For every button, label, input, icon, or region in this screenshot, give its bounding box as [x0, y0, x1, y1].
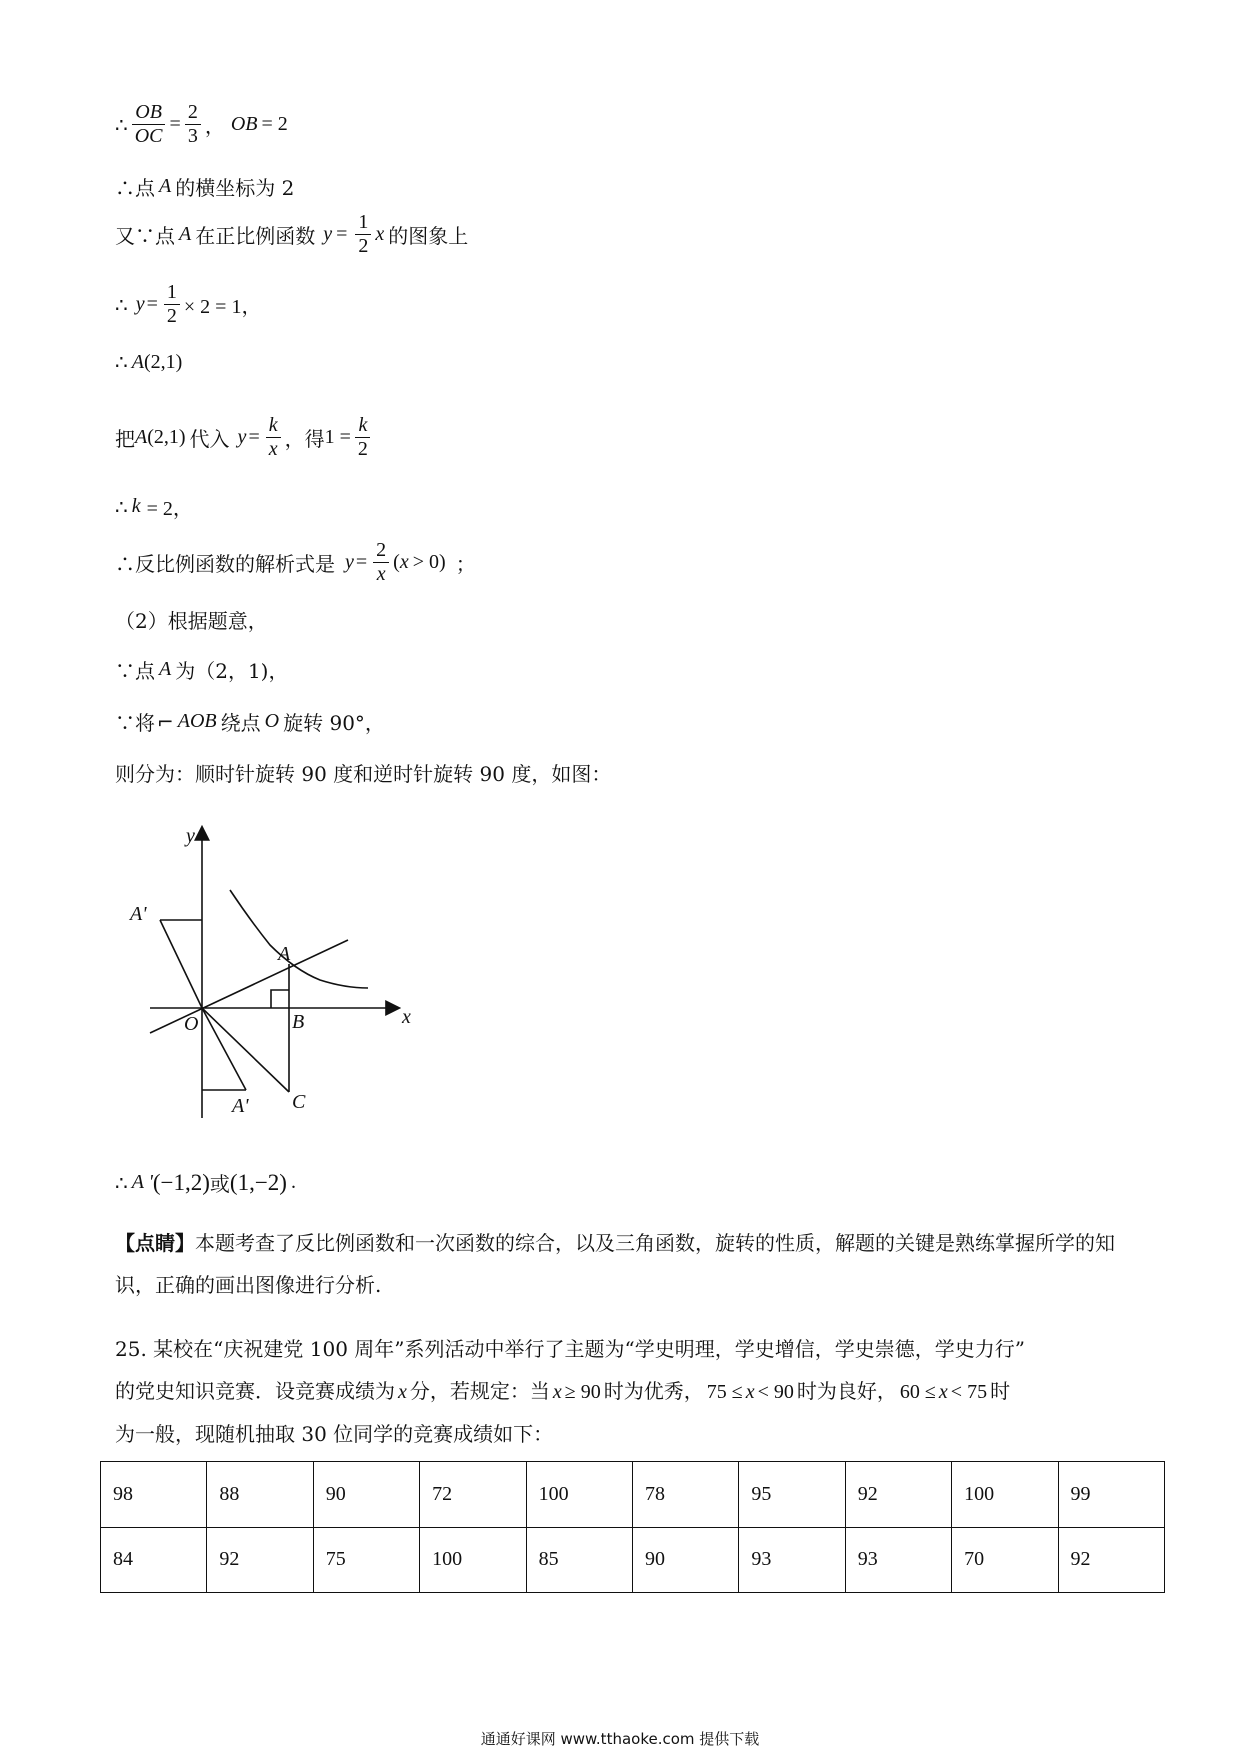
fraction-ob-oc: [132, 102, 166, 147]
scores-table: [100, 1461, 1165, 1593]
text: < 90: [757, 1381, 794, 1403]
text: 时: [990, 1379, 1011, 1403]
var-y: y: [135, 293, 145, 315]
fraction-denominator: 2: [166, 305, 177, 327]
problem-25: [115, 1328, 1145, 1455]
fraction-denominator: 2: [358, 235, 369, 257]
problem-25-line-2: [115, 1370, 1145, 1413]
label-x: x: [402, 1006, 411, 1028]
rotation-figure: [120, 820, 420, 1130]
text: 把: [115, 427, 135, 451]
coords-a-prime-1: (−1,2): [152, 1169, 210, 1195]
point-a-symbol: A: [179, 223, 192, 245]
table-cell: 78: [632, 1462, 738, 1528]
triangle-symbol: ⌐: [157, 709, 174, 734]
label-a: A: [278, 943, 291, 965]
triangle-aob: AOB: [177, 710, 217, 732]
point-a-symbol: A: [159, 175, 172, 197]
var-y: y: [323, 223, 333, 245]
equals: =: [169, 113, 181, 135]
var-x: x: [375, 223, 385, 245]
text: 的党史知识竞赛．设竞赛成绩为: [115, 1379, 395, 1403]
fraction-one-half: [355, 212, 371, 257]
text: = 2，: [146, 498, 193, 520]
table-cell: 93: [845, 1527, 951, 1593]
fraction-k-over-2: [355, 415, 371, 460]
ob-symbol: OB: [230, 113, 258, 135]
therefore-symbol: ∴: [115, 1170, 128, 1195]
text: ∴点: [115, 176, 155, 200]
text: 60 ≤: [899, 1381, 936, 1403]
line-part-2: [115, 605, 268, 634]
fraction-two-thirds: [185, 102, 201, 147]
hyperbola-curve: [230, 890, 368, 988]
line-rotation-cases: [115, 758, 611, 787]
fraction-numerator: 1: [164, 282, 180, 305]
therefore-symbol: ∴: [115, 292, 128, 317]
text: 绕点: [220, 711, 261, 735]
text: 旋转 90°，: [283, 711, 385, 735]
table-cell: 92: [1058, 1527, 1164, 1593]
table-cell: 72: [420, 1462, 526, 1528]
text: × 2 = 1，: [183, 296, 262, 318]
var-x: x: [398, 1381, 407, 1403]
fraction-numerator: 2: [373, 540, 389, 563]
table-cell: 100: [526, 1462, 632, 1528]
text: 1 =: [324, 426, 351, 448]
text: > 0): [412, 551, 446, 573]
point-a-coords: (2,1): [147, 426, 186, 448]
fraction-denominator: 3: [187, 125, 198, 147]
text: 75 ≤: [706, 1381, 743, 1403]
page-footer: 通通好课网 www.tthaoke.com 提供下载: [480, 1730, 760, 1748]
therefore-symbol: ∴: [115, 350, 128, 374]
fraction-denominator: x: [268, 438, 278, 460]
label-y: y: [186, 825, 195, 847]
var-k: k: [131, 495, 141, 517]
table-row: [101, 1462, 1165, 1528]
proportional-line: [150, 940, 348, 1033]
table-cell: 85: [526, 1527, 632, 1593]
label-a-prime-upper: A': [130, 903, 147, 925]
comment-tag: 【点睛】: [115, 1231, 195, 1255]
point-a-prime-symbol: A ': [131, 1171, 153, 1193]
text: ∵点: [115, 659, 155, 683]
table-cell: 88: [207, 1462, 313, 1528]
table-cell: 75: [313, 1527, 419, 1593]
segment-a1-o: [160, 920, 202, 1008]
line-ob-oc-ratio: [115, 102, 288, 147]
point-a-symbol: A: [159, 658, 172, 680]
line-substitute-k: [115, 415, 375, 460]
equals: =: [248, 426, 260, 448]
var-y: y: [345, 551, 354, 573]
fraction-denominator: x: [376, 563, 386, 585]
table-cell: 92: [845, 1462, 951, 1528]
fraction-denominator: OC: [134, 125, 163, 147]
fraction-numerator: k: [266, 415, 281, 438]
fraction-k-over-x: [266, 415, 281, 460]
line-k-value: [115, 492, 193, 521]
label-b: B: [292, 1011, 305, 1033]
therefore-symbol: ∴: [115, 494, 128, 519]
equals: =: [146, 293, 158, 315]
right-angle-mark: [271, 990, 289, 1008]
table-cell: 90: [632, 1527, 738, 1593]
point-a-coords: (2,1): [143, 350, 183, 373]
var-x: x: [552, 1381, 562, 1403]
problem-25-line-3: 为一般，现随机抽取 30 位同学的竞赛成绩如下：: [115, 1422, 554, 1446]
line-rotate: [115, 707, 385, 736]
table-cell: 100: [952, 1462, 1058, 1528]
problem-25-line-1: 25. 某校在“庆祝建党 100 周年”系列活动中举行了主题为“学史明理，学史增信，学史崇德，学史力行”: [115, 1337, 1025, 1361]
text: (: [393, 551, 400, 573]
table-cell: 95: [739, 1462, 845, 1528]
table-cell: 93: [739, 1527, 845, 1593]
point-o-symbol: O: [264, 710, 280, 732]
label-a-prime-lower: A': [232, 1095, 249, 1117]
text: .: [290, 1171, 296, 1193]
coords-a-prime-2: (1,−2): [229, 1169, 287, 1195]
label-c: C: [292, 1091, 306, 1113]
segment-oc: [202, 1008, 289, 1092]
line-inverse-function: [115, 540, 476, 585]
therefore-symbol: ∴: [115, 112, 128, 137]
line-a-on-proportional: [115, 212, 468, 257]
line-a-abscissa: [115, 172, 294, 201]
line-point-a-given: [115, 655, 288, 684]
text: 在正比例函数: [195, 224, 316, 248]
comment-text: 本题考查了反比例函数和一次函数的综合，以及三角函数，旋转的性质，解题的关键是熟练掌握所学的知识，正确的画出图像进行分析.: [115, 1231, 1115, 1297]
var-x: x: [938, 1381, 948, 1403]
table-cell: 92: [207, 1527, 313, 1593]
text: 的图象上: [388, 224, 469, 248]
text: 时为良好，: [796, 1379, 897, 1403]
text: ∵将: [115, 711, 155, 735]
table-cell: 100: [420, 1527, 526, 1593]
var-x: x: [745, 1381, 755, 1403]
text: 则分为：顺时针旋转 90 度和逆时针旋转 90 度，如图：: [115, 762, 612, 786]
var-y: y: [237, 426, 247, 448]
segment-o-a2: [202, 1008, 246, 1090]
fraction-numerator: 2: [185, 102, 201, 125]
text: 又∵点: [115, 224, 175, 248]
text: 为（2，1)，: [175, 659, 289, 683]
text: 时为优秀，: [603, 1379, 704, 1403]
fraction-numerator: 1: [355, 212, 371, 235]
text: 的横坐标为 2: [175, 176, 295, 200]
comment-paragraph: [115, 1222, 1125, 1306]
var-x: x: [399, 551, 409, 573]
equals: =: [355, 551, 368, 573]
text: ；: [455, 552, 476, 576]
table-cell: 99: [1058, 1462, 1164, 1528]
table-cell: 90: [313, 1462, 419, 1528]
table-cell: 84: [101, 1527, 207, 1593]
fraction-numerator: k: [355, 415, 370, 438]
text: ≥ 90: [564, 1381, 601, 1403]
fraction-one-half: [164, 282, 180, 327]
fraction-numerator: OB: [132, 102, 165, 125]
table-cell: 70: [952, 1527, 1058, 1593]
text: < 75: [950, 1381, 988, 1403]
text: ，得: [284, 427, 325, 451]
ob-value: = 2: [261, 113, 288, 135]
equals: =: [336, 223, 348, 245]
table-row: [101, 1527, 1165, 1593]
text: 代入: [189, 427, 230, 451]
text: （2）根据题意，: [115, 609, 268, 633]
line-a-prime-result: [115, 1168, 296, 1197]
text: ∴反比例函数的解析式是: [115, 552, 335, 576]
table-cell: 98: [101, 1462, 207, 1528]
point-a-symbol: A: [131, 350, 144, 373]
line-y-computation: [115, 282, 261, 327]
fraction-2-over-x: [373, 540, 389, 585]
comma: ，: [204, 114, 225, 138]
label-o: O: [184, 1013, 199, 1035]
point-a-symbol: A: [135, 426, 148, 448]
text: 或: [209, 1172, 230, 1196]
line-point-a: [115, 350, 182, 374]
fraction-denominator: 2: [357, 438, 368, 460]
text: 分，若规定：当: [409, 1379, 550, 1403]
